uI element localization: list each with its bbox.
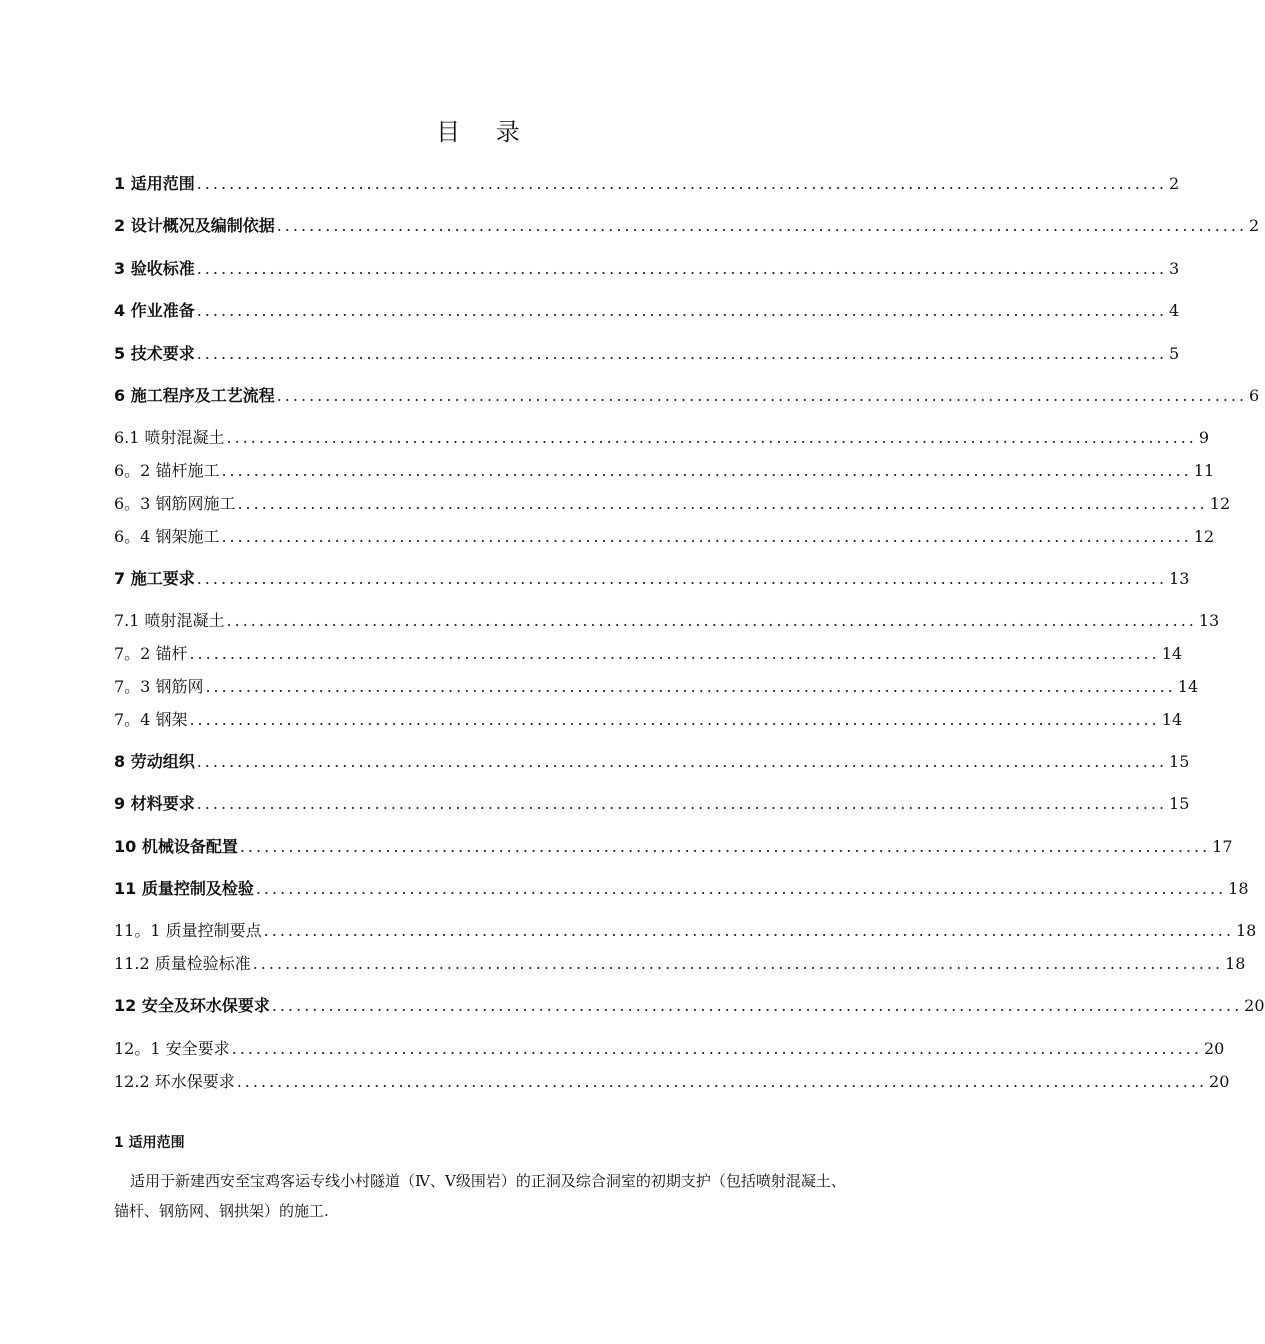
toc-page-number: 2	[1249, 216, 1260, 235]
toc-entry-label: 7。3 钢筋网	[114, 677, 204, 696]
toc-page-number: 14	[1161, 644, 1183, 663]
toc-page-number: 20	[1203, 1039, 1225, 1058]
toc-leader-dots: ........................................................................................................................	[196, 344, 1168, 363]
toc-leader-dots: ........................................................................................................................	[196, 259, 1168, 278]
toc-page-number: 18	[1235, 921, 1257, 940]
toc-leader-dots: ........................................................................................................................	[252, 954, 1224, 973]
toc-entry-label: 6。2 锚杆施工	[114, 461, 220, 480]
toc-leader-dots: ........................................................................................................................	[196, 794, 1168, 813]
toc-entry-label: 2 设计概况及编制依据	[114, 216, 275, 235]
toc-leader-dots: ........................................................................................................................	[276, 386, 1248, 405]
toc-page-number: 14	[1161, 710, 1183, 729]
toc-entry[interactable]	[114, 919, 1257, 941]
toc-leader-dots: ........................................................................................................................	[226, 428, 1197, 447]
toc-entry[interactable]	[114, 994, 1265, 1016]
toc-entry[interactable]	[114, 567, 1190, 589]
toc-entry[interactable]	[114, 426, 1210, 448]
toc-page-number: 6	[1249, 386, 1260, 405]
toc-page-number: 13	[1169, 569, 1190, 588]
toc-entry[interactable]	[114, 299, 1180, 321]
toc-leader-dots: ........................................................................................................................	[271, 996, 1243, 1015]
toc-leader-dots: ........................................................................................................................	[221, 461, 1192, 480]
toc-leader-dots: ........................................................................................................................	[221, 527, 1192, 546]
toc-page-number: 14	[1177, 677, 1199, 696]
toc-page-number: 4	[1169, 301, 1180, 320]
toc-page-number: 18	[1228, 879, 1249, 898]
toc-entry-label: 6 施工程序及工艺流程	[114, 386, 275, 405]
toc-leader-dots: ........................................................................................................................	[239, 837, 1211, 856]
toc-entry[interactable]	[114, 877, 1249, 899]
body-paragraph: 适用于新建西安至宝鸡客运专线小村隧道（Ⅳ、Ⅴ级围岩）的正洞及综合洞室的初期支护（包括喷射混凝土、锚杆、钢筋网、钢拱架）的施工.	[114, 1172, 846, 1220]
toc-page-number: 3	[1169, 259, 1180, 278]
toc-entry-label: 6。4 钢架施工	[114, 527, 220, 546]
toc-entry[interactable]	[114, 1070, 1230, 1092]
toc-leader-dots: ........................................................................................................................	[226, 611, 1197, 630]
toc-entry[interactable]	[114, 750, 1190, 772]
toc-page-number: 2	[1169, 174, 1180, 193]
toc-entry[interactable]	[114, 214, 1260, 236]
toc-page-number: 5	[1169, 344, 1180, 363]
toc-leader-dots: ........................................................................................................................	[196, 569, 1168, 588]
toc-entry-label: 3 验收标准	[114, 259, 195, 278]
toc-entry-label: 6.1 喷射混凝土	[114, 428, 225, 447]
toc-leader-dots: ........................................................................................................................	[196, 301, 1168, 320]
toc-entry[interactable]	[114, 384, 1260, 406]
toc-entry-label: 7。4 钢架	[114, 710, 188, 729]
toc-entry[interactable]	[114, 525, 1215, 547]
toc-entry[interactable]	[114, 257, 1180, 279]
toc-page-number: 13	[1198, 611, 1220, 630]
toc-entry[interactable]	[114, 792, 1190, 814]
toc-entry[interactable]	[114, 642, 1183, 664]
toc-entry[interactable]	[114, 492, 1231, 514]
toc-entry-label: 7。2 锚杆	[114, 644, 188, 663]
toc-page-number: 11	[1193, 461, 1215, 480]
toc-entry[interactable]	[114, 172, 1180, 194]
toc-leader-dots: ........................................................................................................................	[196, 174, 1168, 193]
toc-entry[interactable]	[114, 675, 1199, 697]
toc-entry-label: 7 施工要求	[114, 569, 195, 588]
toc-entry-label: 8 劳动组织	[114, 752, 195, 771]
toc-entry-label: 1 适用范围	[114, 174, 195, 193]
toc-leader-dots: ........................................................................................................................	[263, 921, 1234, 940]
toc-entry[interactable]	[114, 342, 1180, 364]
toc-page-number: 12	[1193, 527, 1215, 546]
toc-page-number: 20	[1244, 996, 1265, 1015]
toc-leader-dots: ........................................................................................................................	[255, 879, 1227, 898]
toc-entry-label: 12。1 安全要求	[114, 1039, 230, 1058]
toc-leader-dots: ........................................................................................................................	[189, 644, 1160, 663]
toc-entry-label: 9 材料要求	[114, 794, 195, 813]
toc-entry[interactable]	[114, 835, 1233, 857]
toc-entry-label: 4 作业准备	[114, 301, 195, 320]
toc-leader-dots: ........................................................................................................................	[237, 494, 1208, 513]
toc-page-number: 20	[1209, 1072, 1230, 1091]
toc-entry[interactable]	[114, 459, 1215, 481]
toc-page-number: 9	[1198, 428, 1210, 447]
toc-leader-dots: ........................................................................................................................	[276, 216, 1248, 235]
toc-entry-label: 6。3 钢筋网施工	[114, 494, 236, 513]
toc-entry-label: 11。1 质量控制要点	[114, 921, 262, 940]
toc-page-number: 12	[1209, 494, 1231, 513]
toc-entry[interactable]	[114, 609, 1220, 631]
toc-page-number: 18	[1225, 954, 1246, 973]
toc-page-number: 15	[1169, 794, 1190, 813]
toc-entry-label: 12.2 环水保要求	[114, 1072, 235, 1091]
toc-leader-dots: ........................................................................................................................	[236, 1072, 1208, 1091]
toc-entry-label: 11.2 质量检验标准	[114, 954, 251, 973]
toc-leader-dots: ........................................................................................................................	[205, 677, 1176, 696]
toc-entry-label: 10 机械设备配置	[114, 837, 238, 856]
section-heading: 1 适用范围	[114, 1135, 185, 1151]
toc-entry[interactable]	[114, 1037, 1225, 1059]
toc-entry-label: 7.1 喷射混凝土	[114, 611, 225, 630]
toc-entry[interactable]	[114, 952, 1246, 974]
toc-entry[interactable]	[114, 708, 1183, 730]
toc-leader-dots: ........................................................................................................................	[189, 710, 1160, 729]
toc-entry-label: 5 技术要求	[114, 344, 195, 363]
toc-title: 目 录	[436, 118, 534, 146]
toc-page-number: 17	[1212, 837, 1233, 856]
toc-entry-label: 12 安全及环水保要求	[114, 996, 270, 1015]
toc-leader-dots: ........................................................................................................................	[231, 1039, 1202, 1058]
toc-leader-dots: ........................................................................................................................	[196, 752, 1168, 771]
toc-page-number: 15	[1169, 752, 1190, 771]
toc-entry-label: 11 质量控制及检验	[114, 879, 254, 898]
